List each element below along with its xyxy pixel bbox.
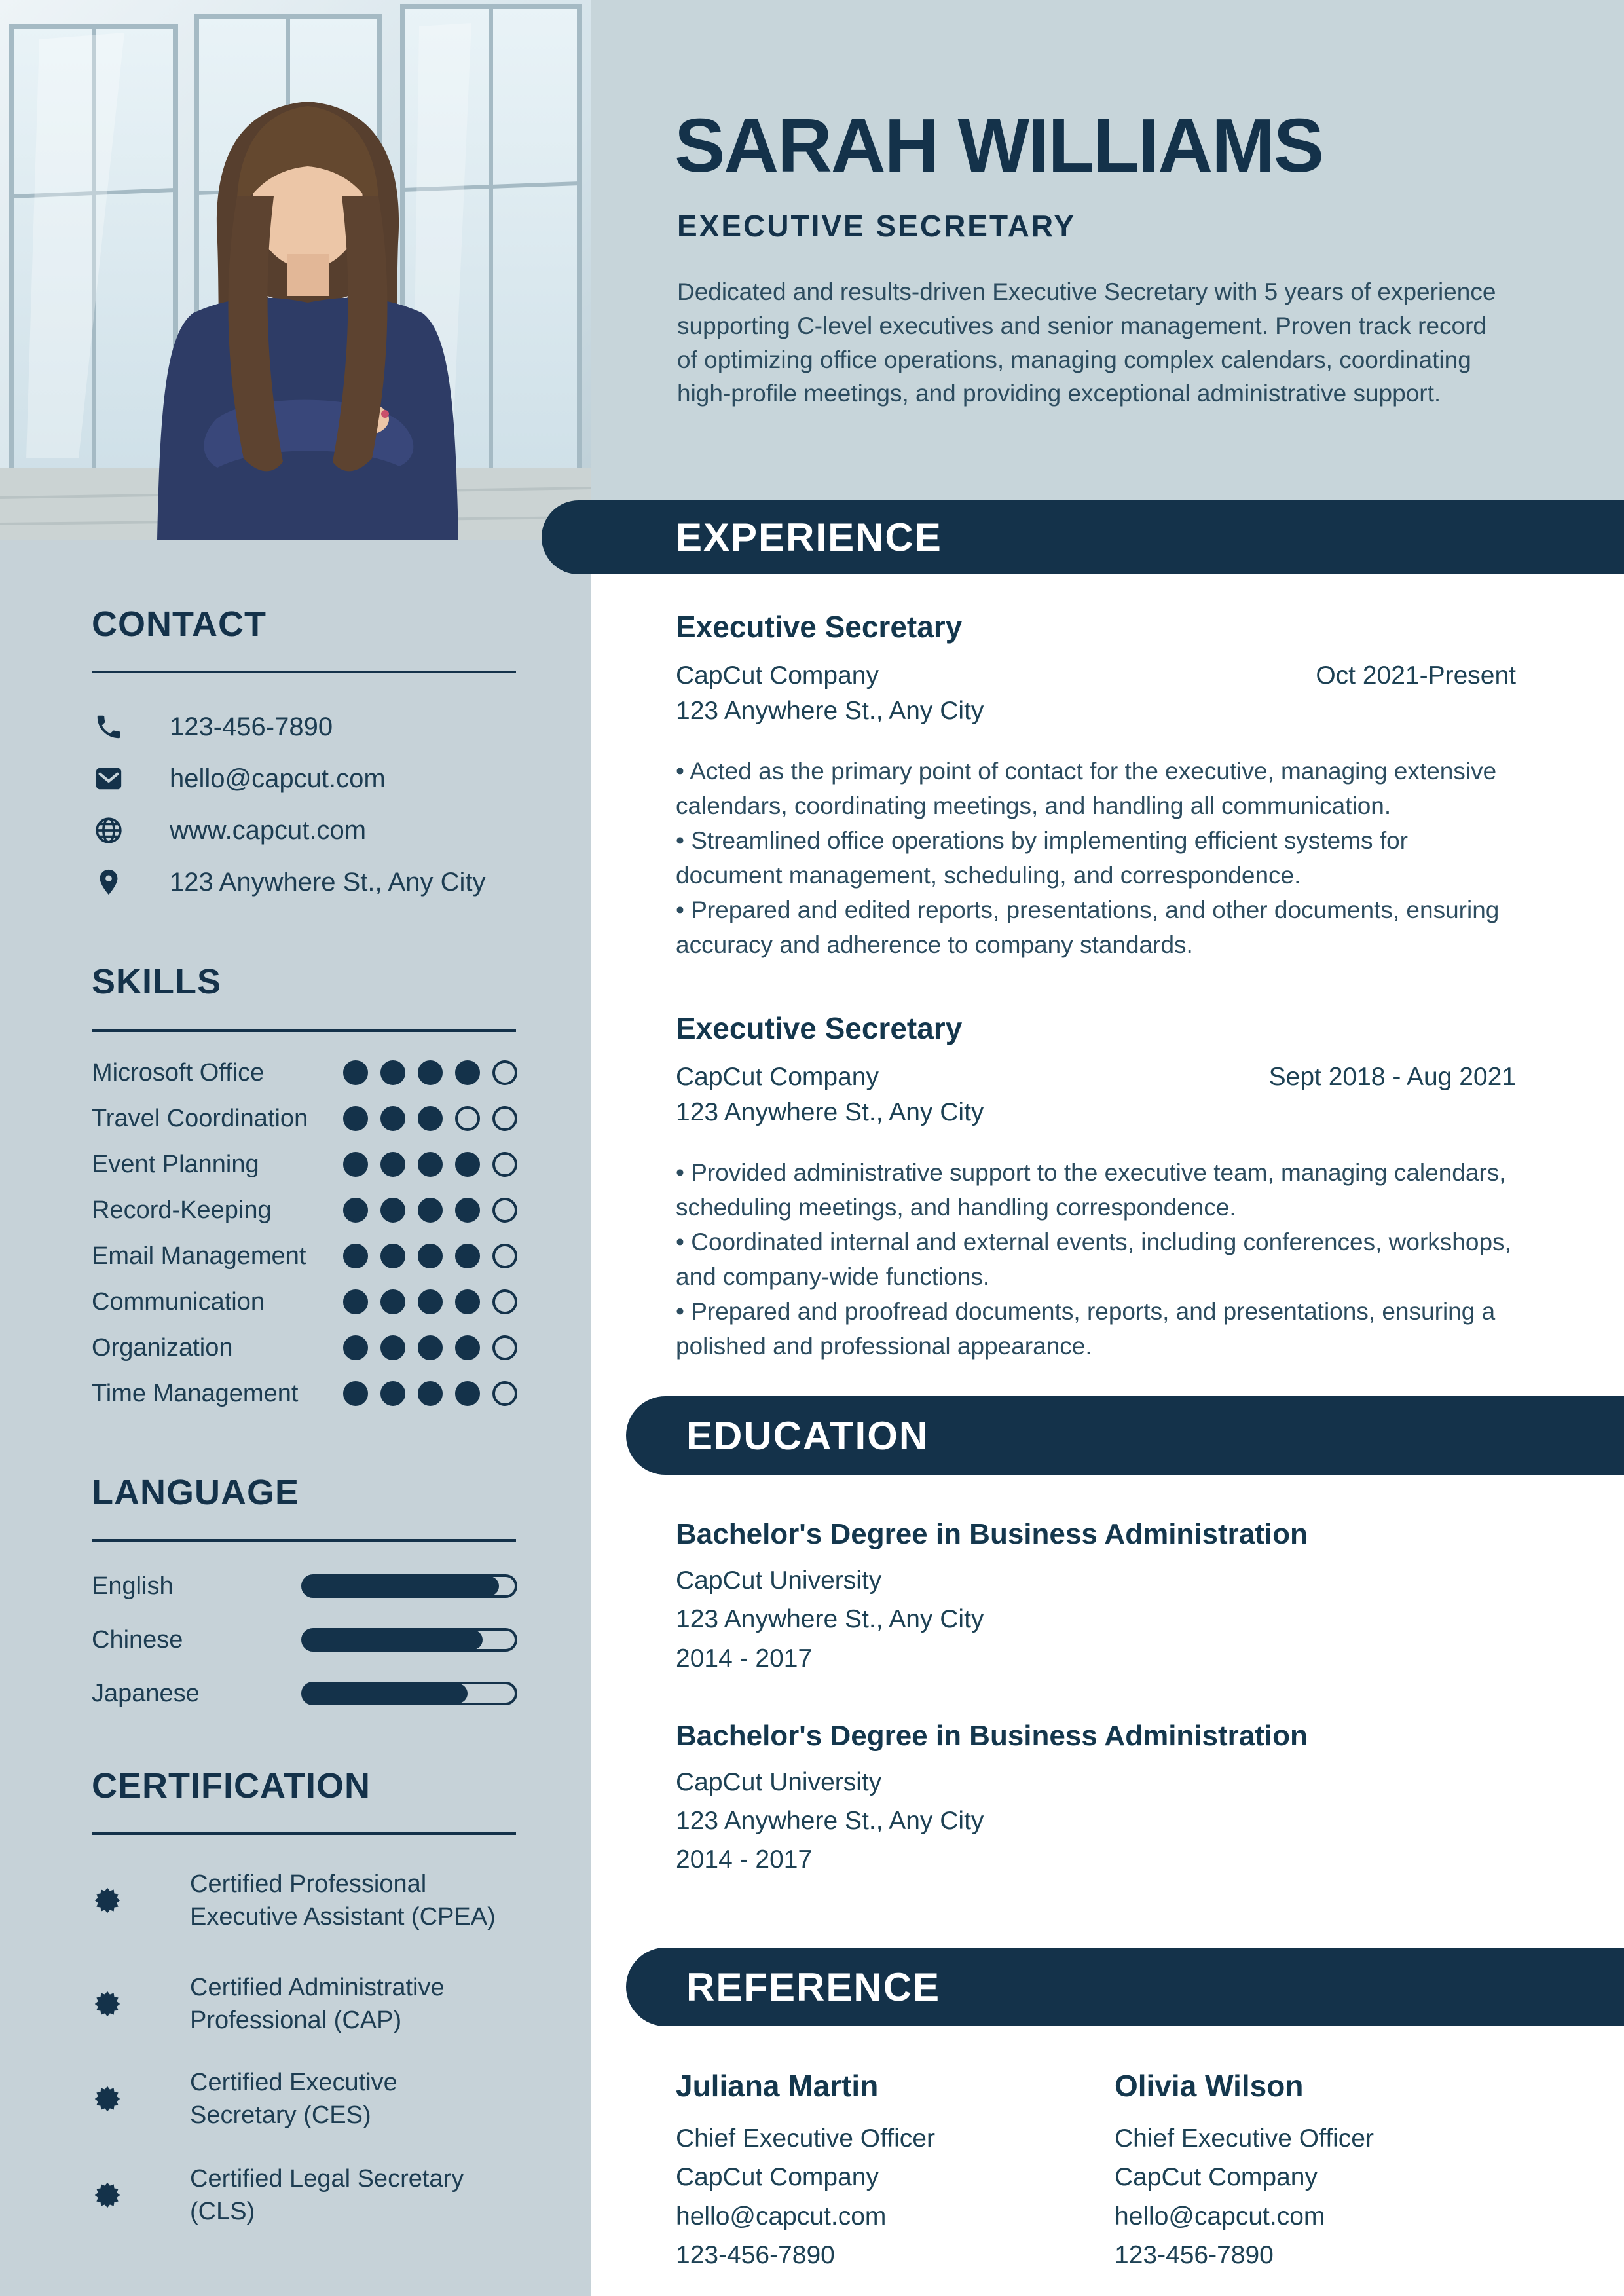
certification-label: Certified Legal Secretary (CLS) <box>190 2165 464 2225</box>
contact-row-website <box>94 812 526 849</box>
language-bar-fill <box>303 1630 483 1650</box>
globe-icon <box>94 815 124 845</box>
job-bullet: • Prepared and proofread documents, reports, and presentations, ensuring a polished and professional appearance. <box>676 1295 1516 1364</box>
dot-filled <box>455 1244 480 1268</box>
language-row <box>92 1624 517 1656</box>
job-bullet: • Provided administrative support to the executive team, managing calendars, scheduling meetings, and handling correspondence. <box>676 1156 1516 1225</box>
certification-item <box>94 2066 500 2132</box>
job-address: 123 Anywhere St., Any City <box>676 1098 984 1127</box>
dot-filled <box>455 1152 480 1177</box>
skill-dots <box>343 1106 517 1131</box>
dot-filled <box>380 1381 405 1406</box>
reference-company: CapCut Company <box>676 2163 879 2192</box>
experience-entry <box>676 609 1516 962</box>
education-banner-label: EDUCATION <box>686 1413 929 1458</box>
seal-icon <box>94 1990 121 2018</box>
education-section <box>676 1518 1516 1879</box>
job-title: Executive Secretary <box>676 1011 963 1046</box>
dot-empty <box>492 1106 517 1131</box>
dot-filled <box>380 1198 405 1223</box>
dot-empty <box>455 1106 480 1131</box>
contact-phone: 123-456-7890 <box>170 712 333 741</box>
contact-row-phone <box>94 709 526 745</box>
language-label: Japanese <box>92 1679 200 1707</box>
person-title: EXECUTIVE SECRETARY <box>677 209 1077 243</box>
language-bar <box>301 1682 517 1705</box>
dot-filled <box>380 1289 405 1314</box>
skill-row <box>92 1377 517 1411</box>
job-title: Executive Secretary <box>676 610 963 644</box>
contact-rule <box>92 671 516 673</box>
certification-item <box>94 1971 500 2037</box>
dot-filled <box>343 1289 368 1314</box>
job-bullet: • Coordinated internal and external events, including conferences, workshops, and company-wide functions. <box>676 1225 1516 1295</box>
dot-filled <box>455 1060 480 1085</box>
dot-filled <box>380 1106 405 1131</box>
person-name: SARAH WILLIAMS <box>674 103 1323 188</box>
education-entry <box>676 1518 1516 1678</box>
skill-row <box>92 1239 517 1273</box>
dot-empty <box>492 1198 517 1223</box>
skill-dots <box>343 1244 517 1268</box>
certification-rule <box>92 1832 516 1835</box>
dot-empty <box>492 1060 517 1085</box>
job-bullets <box>676 1156 1516 1363</box>
seal-icon <box>94 2181 121 2209</box>
language-heading: LANGUAGE <box>92 1473 299 1512</box>
job-bullet: • Prepared and edited reports, presentations, and other documents, ensuring accuracy and adherence to company standards. <box>676 893 1516 963</box>
experience-entry <box>676 1010 1516 1363</box>
school-address: 123 Anywhere St., Any City <box>676 1605 984 1634</box>
education-entry <box>676 1720 1516 1879</box>
degree-title: Bachelor's Degree in Business Administration <box>676 1719 1308 1752</box>
skill-row <box>92 1147 517 1181</box>
dot-filled <box>418 1152 443 1177</box>
language-bar <box>301 1628 517 1652</box>
school-name: CapCut University <box>676 1566 882 1595</box>
skill-row <box>92 1285 517 1319</box>
school-name: CapCut University <box>676 1768 882 1796</box>
education-banner <box>626 1396 1624 1475</box>
job-dates: Oct 2021-Present <box>1316 661 1516 690</box>
dot-filled <box>455 1198 480 1223</box>
seal-icon <box>94 1887 121 1914</box>
seal-icon <box>94 2085 121 2113</box>
dot-empty <box>492 1335 517 1360</box>
skill-dots <box>343 1335 517 1360</box>
skills-rule <box>92 1029 516 1032</box>
contact-address: 123 Anywhere St., Any City <box>170 867 486 897</box>
reference-section <box>676 2068 1553 2274</box>
dot-filled <box>343 1060 368 1085</box>
dot-filled <box>418 1198 443 1223</box>
skills-heading: SKILLS <box>92 962 222 1001</box>
skill-label: Communication <box>92 1287 265 1316</box>
dot-filled <box>343 1381 368 1406</box>
language-row <box>92 1678 517 1709</box>
sidebar <box>0 0 591 2296</box>
school-address: 123 Anywhere St., Any City <box>676 1807 984 1836</box>
skill-label: Microsoft Office <box>92 1058 265 1086</box>
dot-filled <box>380 1152 405 1177</box>
dot-filled <box>343 1335 368 1360</box>
contact-row-address <box>94 864 526 900</box>
dot-filled <box>343 1198 368 1223</box>
phone-icon <box>94 712 124 742</box>
job-bullet: • Acted as the primary point of contact for the executive, managing extensive calendars, coordinating meetings, and handling all communication. <box>676 754 1516 824</box>
dot-filled <box>418 1381 443 1406</box>
job-bullets <box>676 754 1516 962</box>
job-address: 123 Anywhere St., Any City <box>676 697 984 725</box>
dot-filled <box>418 1060 443 1085</box>
dot-filled <box>343 1152 368 1177</box>
profile-photo <box>0 0 591 540</box>
education-years: 2014 - 2017 <box>676 1845 813 1874</box>
dot-filled <box>418 1289 443 1314</box>
contact-row-email <box>94 760 526 797</box>
language-bar-fill <box>303 1576 499 1596</box>
dot-filled <box>455 1381 480 1406</box>
profile-summary: Dedicated and results-driven Executive Secretary with 5 years of experience supporting C-level executives and senior management. Proven track record of optimizing office operations, managing complex calendars, coordinating high-profile meetings, and providing exceptional administrative support. <box>677 278 1496 407</box>
envelope-icon <box>94 764 124 794</box>
certification-label: Certified Executive Secretary (CES) <box>190 2069 397 2129</box>
language-label: English <box>92 1572 174 1600</box>
reference-banner-label: REFERENCE <box>686 1965 941 2009</box>
experience-section <box>676 609 1516 1364</box>
dot-empty <box>492 1244 517 1268</box>
dot-empty <box>492 1289 517 1314</box>
skill-label: Organization <box>92 1333 233 1361</box>
certification-label: Certified Professional Executive Assistant (CPEA) <box>190 1870 496 1931</box>
dot-filled <box>343 1244 368 1268</box>
dot-filled <box>455 1289 480 1314</box>
skill-label: Email Management <box>92 1242 306 1270</box>
dot-filled <box>343 1106 368 1131</box>
reference-phone: 123-456-7890 <box>676 2240 835 2269</box>
contact-website: www.capcut.com <box>170 815 367 845</box>
education-years: 2014 - 2017 <box>676 1644 813 1673</box>
dot-filled <box>380 1060 405 1085</box>
dot-filled <box>418 1244 443 1268</box>
reference-banner <box>626 1948 1624 2026</box>
profile-photo-art <box>0 0 591 540</box>
contact-heading: CONTACT <box>92 604 267 644</box>
reference-title: Chief Executive Officer <box>676 2124 935 2153</box>
reference-email: hello@capcut.com <box>1115 2202 1325 2231</box>
dot-filled <box>455 1335 480 1360</box>
dot-empty <box>492 1152 517 1177</box>
language-row <box>92 1570 517 1602</box>
skill-row <box>92 1102 517 1136</box>
skill-label: Travel Coordination <box>92 1104 308 1132</box>
reference-entry <box>1115 2068 1553 2274</box>
skill-row <box>92 1193 517 1227</box>
certification-item <box>94 2162 500 2228</box>
language-bar-fill <box>303 1684 468 1703</box>
reference-name: Olivia Wilson <box>1115 2069 1304 2103</box>
language-label: Chinese <box>92 1625 183 1654</box>
skill-label: Time Management <box>92 1379 299 1407</box>
skill-label: Record-Keeping <box>92 1196 272 1224</box>
job-dates: Sept 2018 - Aug 2021 <box>1268 1063 1516 1092</box>
location-icon <box>94 867 124 897</box>
dot-filled <box>380 1244 405 1268</box>
dot-filled <box>380 1335 405 1360</box>
skill-dots <box>343 1381 517 1406</box>
language-bar <box>301 1574 517 1598</box>
reference-email: hello@capcut.com <box>676 2202 887 2231</box>
skill-dots <box>343 1060 517 1085</box>
skill-row <box>92 1331 517 1365</box>
certification-heading: CERTIFICATION <box>92 1766 371 1805</box>
language-rule <box>92 1539 516 1542</box>
job-bullet: • Streamlined office operations by implementing efficient systems for document management, scheduling, and correspondence. <box>676 824 1516 893</box>
certification-item <box>94 1868 500 1933</box>
contact-email: hello@capcut.com <box>170 764 386 793</box>
job-company: CapCut Company <box>676 661 879 690</box>
skill-label: Event Planning <box>92 1150 259 1178</box>
reference-name: Juliana Martin <box>676 2069 879 2103</box>
reference-title: Chief Executive Officer <box>1115 2124 1374 2153</box>
experience-banner <box>542 500 1624 574</box>
experience-banner-label: EXPERIENCE <box>676 515 942 559</box>
skill-dots <box>343 1198 517 1223</box>
certification-label: Certified Administrative Professional (CAP) <box>190 1974 445 2034</box>
dot-filled <box>418 1106 443 1131</box>
degree-title: Bachelor's Degree in Business Administration <box>676 1518 1308 1550</box>
dot-empty <box>492 1381 517 1406</box>
dot-filled <box>418 1335 443 1360</box>
skill-row <box>92 1056 517 1090</box>
reference-entry <box>676 2068 1115 2274</box>
reference-company: CapCut Company <box>1115 2163 1318 2192</box>
reference-phone: 123-456-7890 <box>1115 2240 1274 2269</box>
skill-dots <box>343 1152 517 1177</box>
job-company: CapCut Company <box>676 1063 879 1092</box>
skill-dots <box>343 1289 517 1314</box>
